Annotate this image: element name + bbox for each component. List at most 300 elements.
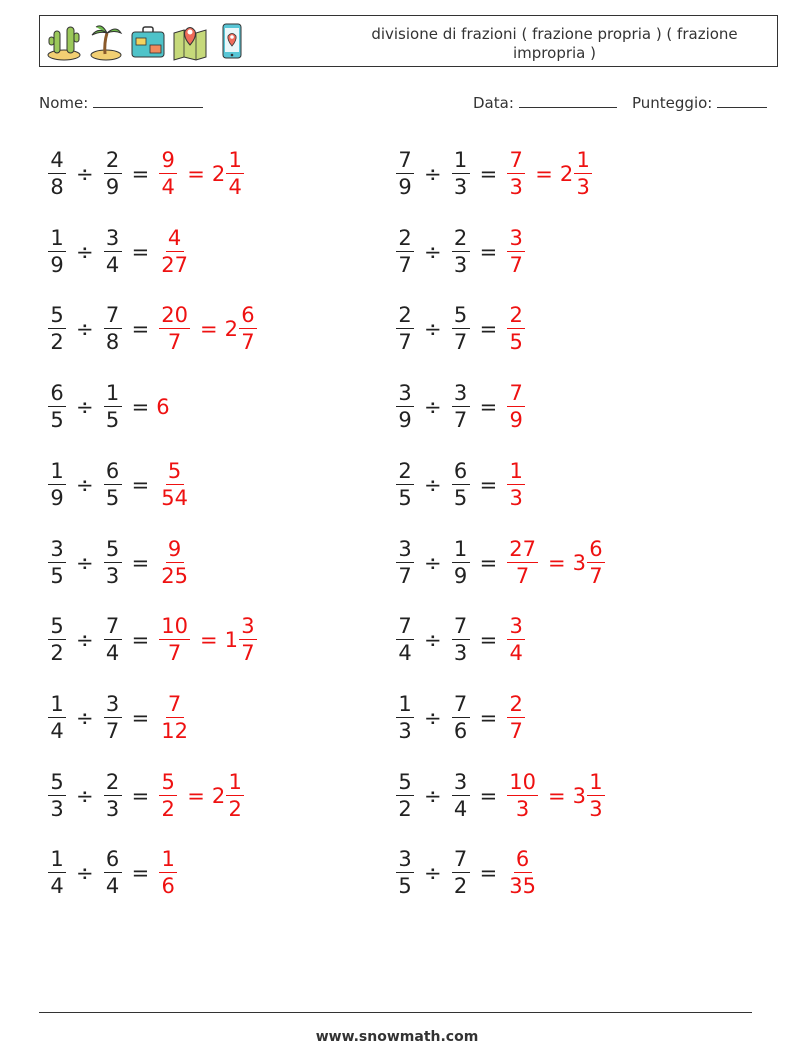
dividend-fraction — [48, 305, 66, 353]
divisor-fraction — [104, 225, 122, 277]
divisor-fraction-numerator: 3 — [104, 694, 122, 718]
footer-divider — [39, 1012, 752, 1013]
answer — [156, 458, 193, 510]
dividend-fraction — [48, 225, 66, 277]
dividend-fraction-numerator: 1 — [48, 461, 66, 485]
divide-sign: ÷ — [424, 705, 442, 730]
divisor-fraction — [452, 458, 470, 510]
dividend-fraction-numerator: 1 — [48, 849, 66, 873]
dividend-fraction — [48, 849, 66, 897]
equals-sign: = — [131, 317, 150, 342]
dividend-fraction-denominator: 7 — [398, 330, 412, 355]
mixed-numerator: 3 — [239, 616, 257, 640]
problem-item — [393, 221, 528, 283]
answer-fraction — [507, 383, 525, 431]
answer-fraction-denominator: 7 — [515, 563, 530, 588]
problem-item — [45, 221, 193, 283]
dividend-fraction-denominator: 5 — [50, 563, 64, 588]
dividend-fraction-numerator: 7 — [396, 150, 414, 174]
dividend-fraction-denominator: 9 — [398, 175, 412, 199]
equals-sign: = — [479, 861, 498, 886]
divisor-fraction-denominator: 8 — [105, 330, 120, 355]
dividend-fraction-numerator: 2 — [396, 305, 414, 329]
answer — [504, 458, 528, 510]
divisor-fraction-denominator: 3 — [453, 641, 468, 666]
equals-sign: = — [479, 395, 498, 420]
answer-fraction-denominator: 2 — [161, 796, 175, 821]
divisor-fraction-numerator: 3 — [104, 228, 122, 252]
problem-item — [393, 454, 528, 516]
problem-item — [393, 298, 528, 360]
problem-item — [45, 687, 193, 749]
dividend-fraction-denominator: 5 — [398, 485, 412, 510]
dividend-fraction — [396, 458, 414, 510]
palm-island-icon — [88, 21, 124, 61]
answer-fraction-numerator: 3 — [507, 616, 525, 640]
dividend-fraction-numerator: 5 — [396, 772, 414, 796]
mixed-fraction — [587, 536, 605, 588]
answer-fraction-denominator: 12 — [161, 718, 188, 743]
equals-sign: = — [131, 550, 150, 575]
dividend-fraction — [48, 616, 66, 664]
answer-equals-sign: = — [547, 783, 566, 808]
divide-sign: ÷ — [424, 395, 442, 420]
dividend-fraction-denominator: 9 — [50, 485, 64, 510]
answer-fraction-numerator: 10 — [509, 769, 536, 794]
divisor-fraction — [452, 691, 470, 743]
mixed-numerator: 6 — [239, 305, 257, 329]
answer-fraction — [159, 150, 177, 198]
answer-fraction — [507, 458, 525, 510]
divisor-fraction — [104, 616, 122, 664]
dividend-fraction — [48, 458, 66, 510]
equals-sign: = — [131, 783, 150, 808]
answer — [504, 849, 541, 897]
phone-location-icon — [214, 21, 250, 61]
dividend-fraction-denominator: 5 — [398, 874, 412, 899]
answer-equals-sign: = — [199, 628, 218, 653]
answer-fraction-numerator: 27 — [509, 536, 536, 561]
dividend-fraction — [396, 691, 414, 743]
worksheet-header — [39, 15, 778, 67]
answer-fraction-denominator: 7 — [509, 718, 523, 743]
cactus-icon — [46, 21, 82, 61]
mixed-numerator: 6 — [587, 539, 605, 563]
mixed-fraction — [239, 305, 257, 353]
mixed-whole: 1 — [224, 628, 238, 653]
equals-sign: = — [131, 861, 150, 886]
answer-equals-sign: = — [199, 317, 218, 342]
mixed-denominator: 4 — [228, 175, 242, 199]
dividend-fraction-denominator: 9 — [50, 252, 64, 277]
answer — [504, 769, 608, 821]
name-blank — [93, 93, 203, 108]
answer-fraction-numerator: 3 — [507, 228, 525, 252]
divisor-fraction — [104, 536, 122, 588]
dividend-fraction — [396, 536, 414, 588]
answer-fraction-denominator: 3 — [515, 796, 530, 821]
divisor-fraction-numerator: 2 — [104, 772, 122, 796]
dividend-fraction-denominator: 2 — [50, 641, 64, 666]
dividend-fraction-numerator: 5 — [48, 305, 66, 329]
divide-sign: ÷ — [76, 705, 94, 730]
equals-sign: = — [479, 705, 498, 730]
divisor-fraction-numerator: 3 — [452, 383, 470, 407]
divide-sign: ÷ — [76, 239, 94, 264]
equals-sign: = — [479, 317, 498, 342]
dividend-fraction-numerator: 4 — [48, 150, 66, 174]
problem-item — [393, 842, 541, 904]
problem-item — [45, 143, 247, 205]
dividend-fraction-denominator: 4 — [50, 718, 64, 743]
dividend-fraction-denominator: 7 — [398, 252, 412, 277]
mixed-fraction — [574, 150, 592, 198]
answer — [504, 225, 528, 277]
score-field — [632, 93, 767, 112]
mixed-fraction — [587, 769, 605, 821]
mixed-numerator: 1 — [226, 150, 244, 174]
answer-fraction-numerator: 7 — [166, 694, 184, 718]
dividend-fraction-numerator: 1 — [48, 228, 66, 252]
divisor-fraction-numerator: 1 — [104, 383, 122, 407]
mixed-fraction — [226, 150, 244, 198]
answer-fraction-numerator: 9 — [166, 539, 184, 563]
divide-sign: ÷ — [76, 472, 94, 497]
divisor-fraction-denominator: 9 — [105, 175, 120, 199]
divisor-fraction-denominator: 3 — [453, 175, 468, 199]
divisor-fraction — [104, 383, 122, 431]
divide-sign: ÷ — [424, 162, 442, 186]
answer-fraction-denominator: 35 — [509, 874, 536, 899]
date-label: Data: — [473, 94, 514, 112]
answer-fraction-numerator: 9 — [159, 150, 177, 174]
divisor-fraction-numerator: 7 — [104, 305, 122, 329]
answer-fraction-numerator: 10 — [161, 614, 188, 639]
divide-sign: ÷ — [424, 550, 442, 575]
mixed-denominator: 7 — [241, 330, 255, 355]
divisor-fraction — [104, 691, 122, 743]
answer-fraction — [507, 225, 525, 277]
divisor-fraction-numerator: 7 — [452, 849, 470, 873]
dividend-fraction — [48, 691, 66, 743]
equals-sign: = — [479, 162, 498, 186]
mixed-whole: 2 — [211, 783, 226, 808]
dividend-fraction-denominator: 5 — [50, 408, 64, 433]
mixed-whole: 2 — [559, 162, 574, 186]
problem-item — [45, 532, 193, 594]
dividend-fraction-numerator: 7 — [396, 616, 414, 640]
answer-fraction — [507, 691, 525, 743]
dividend-fraction-denominator: 7 — [398, 563, 412, 588]
answer-fraction — [159, 305, 190, 353]
answer-fraction-denominator: 25 — [161, 563, 188, 588]
dividend-fraction-numerator: 3 — [48, 539, 66, 563]
answer-equals-sign: = — [187, 783, 205, 808]
divisor-fraction-numerator: 7 — [452, 694, 470, 718]
divisor-fraction-denominator: 5 — [105, 408, 120, 433]
dividend-fraction-denominator: 2 — [398, 796, 412, 821]
dividend-fraction — [396, 849, 414, 897]
dividend-fraction-denominator: 4 — [398, 641, 412, 666]
divisor-fraction — [104, 150, 122, 198]
answer — [156, 536, 193, 588]
footer-url: www.snowmath.com — [315, 1029, 479, 1045]
dividend-fraction-numerator: 3 — [396, 383, 414, 407]
divisor-fraction-numerator: 1 — [452, 150, 470, 174]
divisor-fraction-numerator: 6 — [104, 849, 122, 873]
dividend-fraction-denominator: 8 — [50, 175, 64, 199]
answer-fraction — [507, 305, 525, 353]
answer — [504, 150, 595, 198]
mixed-numerator: 1 — [574, 150, 592, 174]
dividend-fraction — [396, 225, 414, 277]
map-pin-icon — [172, 21, 208, 61]
answer-fraction — [507, 150, 525, 198]
divisor-fraction-denominator: 4 — [105, 641, 120, 666]
equals-sign: = — [131, 628, 150, 653]
divide-sign: ÷ — [76, 395, 94, 420]
date-field — [473, 93, 617, 112]
answer-fraction-denominator: 7 — [167, 641, 182, 666]
divisor-fraction — [104, 769, 122, 821]
answer — [156, 395, 169, 419]
equals-sign: = — [479, 628, 498, 653]
dividend-fraction-numerator: 5 — [48, 772, 66, 796]
divisor-fraction — [452, 769, 470, 821]
divisor-fraction — [452, 150, 470, 198]
answer-fraction-denominator: 5 — [509, 330, 523, 355]
divide-sign: ÷ — [424, 783, 442, 808]
answer-equals-sign: = — [547, 550, 566, 575]
dividend-fraction — [48, 383, 66, 431]
problem-item — [393, 609, 528, 671]
divisor-fraction-denominator: 6 — [453, 718, 468, 743]
answer-fraction-denominator: 9 — [509, 408, 523, 433]
dividend-fraction-denominator: 3 — [398, 718, 412, 743]
divisor-fraction — [452, 383, 470, 431]
answer — [156, 691, 193, 743]
dividend-fraction-numerator: 6 — [48, 383, 66, 407]
divide-sign: ÷ — [76, 317, 94, 342]
dividend-fraction — [48, 769, 66, 821]
answer-fraction-numerator: 20 — [161, 303, 188, 328]
answer — [504, 383, 528, 431]
answer-fraction-denominator: 3 — [509, 485, 523, 510]
problem-item — [45, 454, 193, 516]
divisor-fraction-numerator: 3 — [452, 772, 470, 796]
problem-item — [393, 376, 528, 438]
divide-sign: ÷ — [424, 628, 442, 653]
mixed-denominator: 2 — [228, 796, 242, 821]
equals-sign: = — [131, 472, 150, 497]
worksheet-title: divisione di frazioni ( frazione propria ) ( frazione impropria ) — [371, 25, 738, 62]
answer — [156, 225, 193, 277]
mixed-whole: 3 — [572, 783, 586, 808]
score-label: Punteggio: — [632, 94, 713, 112]
divide-sign: ÷ — [424, 317, 442, 342]
answer-fraction-numerator: 1 — [507, 461, 525, 485]
dividend-fraction-denominator: 4 — [50, 874, 64, 899]
dividend-fraction — [396, 383, 414, 431]
equals-sign: = — [479, 550, 498, 575]
divisor-fraction-numerator: 7 — [104, 616, 122, 640]
equals-sign: = — [131, 239, 150, 264]
answer-fraction-numerator: 7 — [507, 150, 525, 174]
divisor-fraction-denominator: 4 — [105, 252, 120, 277]
equals-sign: = — [479, 783, 498, 808]
dividend-fraction-denominator: 3 — [50, 796, 64, 821]
dividend-fraction-denominator: 9 — [398, 408, 412, 433]
header-icons — [46, 21, 250, 61]
answer-fraction — [159, 616, 190, 664]
answer-fraction-denominator: 27 — [161, 252, 188, 277]
answer — [504, 305, 528, 353]
answer-fraction-numerator: 6 — [514, 849, 532, 873]
answer — [504, 616, 528, 664]
divide-sign: ÷ — [424, 861, 442, 886]
dividend-fraction — [48, 150, 66, 198]
dividend-fraction — [396, 305, 414, 353]
problem-item — [393, 765, 608, 827]
divide-sign: ÷ — [76, 550, 94, 575]
answer-fraction — [159, 458, 190, 510]
dividend-fraction-numerator: 3 — [396, 849, 414, 873]
divisor-fraction-denominator: 7 — [453, 408, 468, 433]
answer — [156, 769, 247, 821]
answer-fraction-numerator: 4 — [166, 228, 184, 252]
answer-fraction — [507, 616, 525, 664]
divisor-fraction-denominator: 9 — [453, 563, 468, 588]
divisor-fraction-denominator: 4 — [105, 874, 120, 899]
divisor-fraction-denominator: 4 — [453, 796, 468, 821]
answer-fraction-numerator: 5 — [166, 461, 184, 485]
divisor-fraction — [452, 305, 470, 353]
score-blank — [717, 93, 767, 108]
divide-sign: ÷ — [76, 783, 94, 808]
answer — [156, 305, 260, 353]
dividend-fraction — [396, 616, 414, 664]
dividend-fraction — [396, 769, 414, 821]
divide-sign: ÷ — [76, 162, 94, 186]
equals-sign: = — [479, 472, 498, 497]
dividend-fraction-numerator: 3 — [396, 539, 414, 563]
mixed-numerator: 1 — [587, 772, 605, 796]
divisor-fraction-denominator: 7 — [105, 718, 120, 743]
divisor-fraction — [452, 849, 470, 897]
problem-item — [45, 376, 170, 438]
answer-fraction-numerator: 2 — [507, 694, 525, 718]
mixed-denominator: 3 — [589, 796, 603, 821]
mixed-whole: 2 — [211, 162, 226, 186]
divisor-fraction-numerator: 6 — [452, 461, 470, 485]
dividend-fraction-numerator: 2 — [396, 461, 414, 485]
answer-fraction — [159, 536, 190, 588]
divisor-fraction-denominator: 3 — [105, 563, 120, 588]
name-field — [39, 93, 203, 112]
answer-equals-sign: = — [187, 162, 205, 186]
date-blank — [519, 93, 617, 108]
divisor-fraction — [104, 458, 122, 510]
problem-item — [45, 842, 180, 904]
problem-item — [45, 298, 260, 360]
divisor-fraction-denominator: 2 — [453, 874, 468, 899]
divisor-fraction — [452, 616, 470, 664]
suitcase-icon — [130, 21, 166, 61]
mixed-denominator: 7 — [241, 641, 255, 666]
answer-fraction-denominator: 3 — [509, 175, 523, 199]
divide-sign: ÷ — [424, 239, 442, 264]
divisor-fraction-numerator: 5 — [452, 305, 470, 329]
answer-fraction — [507, 536, 538, 588]
divisor-fraction-denominator: 3 — [453, 252, 468, 277]
mixed-whole: 2 — [224, 317, 238, 342]
answer — [156, 616, 260, 664]
answer-fraction — [507, 849, 538, 897]
answer — [156, 849, 180, 897]
divisor-fraction — [104, 849, 122, 897]
divisor-fraction-numerator: 6 — [104, 461, 122, 485]
answer-fraction — [159, 691, 190, 743]
dividend-fraction-numerator: 2 — [396, 228, 414, 252]
dividend-fraction-numerator: 1 — [396, 694, 414, 718]
divisor-fraction-numerator: 2 — [104, 150, 122, 174]
answer-fraction-denominator: 54 — [161, 485, 188, 510]
dividend-fraction-denominator: 2 — [50, 330, 64, 355]
answer-fraction — [159, 225, 190, 277]
divisor-fraction-denominator: 7 — [453, 330, 468, 355]
divide-sign: ÷ — [424, 472, 442, 497]
divisor-fraction-numerator: 5 — [104, 539, 122, 563]
divisor-fraction-numerator: 2 — [452, 228, 470, 252]
mixed-fraction — [226, 769, 244, 821]
mixed-denominator: 7 — [589, 563, 603, 588]
answer-fraction-numerator: 2 — [507, 305, 525, 329]
answer-fraction — [159, 849, 177, 897]
dividend-fraction-numerator: 1 — [48, 694, 66, 718]
dividend-fraction — [396, 150, 414, 198]
problem-item — [45, 765, 247, 827]
problem-item — [393, 143, 595, 205]
divisor-fraction — [104, 305, 122, 353]
answer — [504, 691, 528, 743]
answer-fraction-numerator: 5 — [159, 772, 177, 796]
name-label: Nome: — [39, 94, 89, 112]
answer-fraction — [507, 769, 538, 821]
answer-fraction-denominator: 6 — [161, 874, 175, 899]
answer-fraction-numerator: 1 — [159, 849, 177, 873]
equals-sign: = — [131, 395, 150, 420]
answer-fraction-denominator: 7 — [509, 252, 523, 277]
divide-sign: ÷ — [76, 861, 94, 886]
answer-fraction — [159, 769, 177, 821]
divisor-fraction — [452, 536, 470, 588]
answer-fraction-numerator: 7 — [507, 383, 525, 407]
divisor-fraction-denominator: 3 — [105, 796, 120, 821]
dividend-fraction-numerator: 5 — [48, 616, 66, 640]
divisor-fraction-denominator: 5 — [453, 485, 468, 510]
mixed-whole: 3 — [572, 550, 586, 575]
mixed-denominator: 3 — [576, 175, 590, 199]
divide-sign: ÷ — [76, 628, 94, 653]
answer-equals-sign: = — [535, 162, 553, 186]
mixed-fraction — [239, 616, 257, 664]
answer-whole: 6 — [156, 395, 170, 420]
answer-fraction-denominator: 7 — [167, 330, 182, 355]
equals-sign: = — [131, 705, 150, 730]
answer-fraction-denominator: 4 — [161, 175, 175, 199]
problem-item — [393, 532, 608, 594]
divisor-fraction-denominator: 5 — [105, 485, 120, 510]
